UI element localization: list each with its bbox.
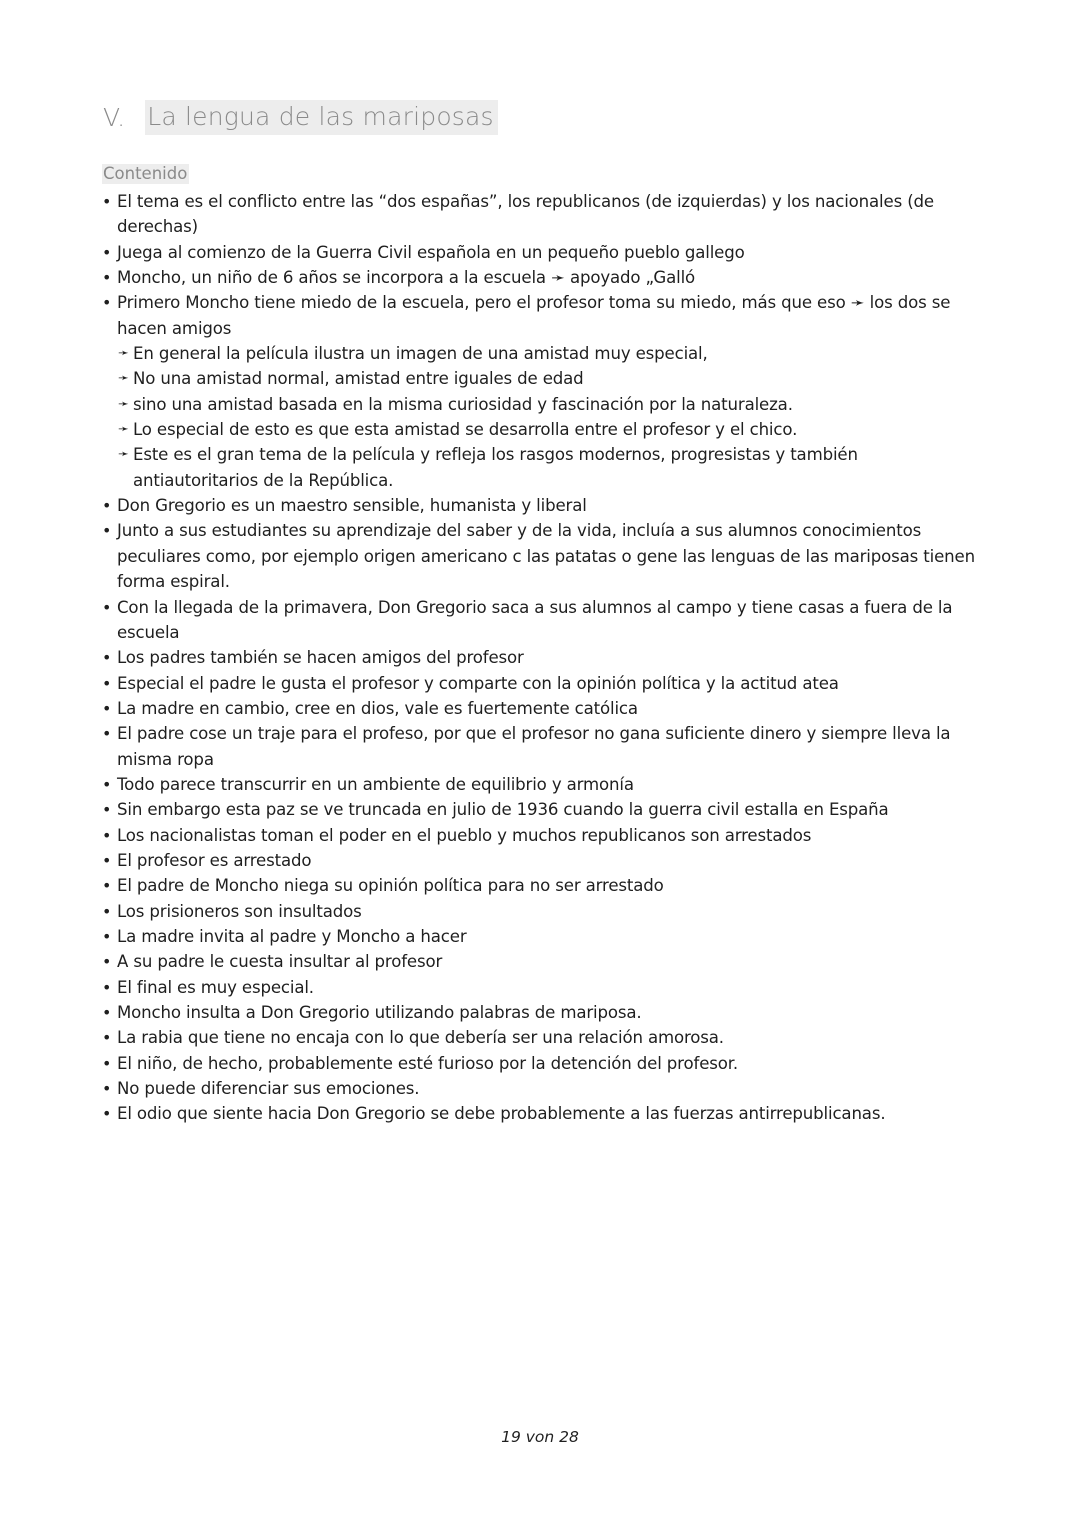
bullet-icon: • [102,977,112,997]
item-text: El odio que siente hacia Don Gregorio se debe probablemente a las fuerzas antirrepublicanas. [117,1104,886,1124]
bullet-item [102,696,982,721]
item-text: Don Gregorio es un maestro sensible, humanista y liberal [117,496,587,516]
bullet-icon: • [102,673,112,693]
item-text: El padre de Moncho niega su opinión política para no ser arrestado [117,876,664,896]
item-text: El profesor es arrestado [117,850,312,870]
item-text: Este es el gran tema de la película y refleja los rasgos modernos, progresistas y también antiautoritarios de la República. [133,445,858,490]
bullet-icon: • [102,597,112,617]
item-text: Junto a sus estudiantes su aprendizaje del saber y de la vida, incluía a sus alumnos conocimientos peculiares como, por ejemplo origen americano c las patatas o gene las lenguas de las mariposas tienen forma espiral. [117,521,975,592]
section-heading [103,100,498,135]
bullet-icon: • [102,825,112,845]
bullet-item [102,1025,982,1050]
bullet-icon: • [102,724,112,744]
item-text: Los prisioneros son insultados [117,901,362,921]
sub-item [102,392,982,417]
content-list [102,189,982,1127]
bullet-item [102,518,982,594]
bullet-icon: • [102,1053,112,1073]
item-text: sino una amistad basada en la misma curiosidad y fascinación por la naturaleza. [133,394,793,414]
bullet-icon: • [102,1104,112,1124]
page-number: 19 von 28 [501,1428,579,1446]
item-text: Los padres también se hacen amigos del profesor [117,648,524,668]
item-text: El padre cose un traje para el profeso, por que el profesor no gana suficiente dinero y siempre lleva la misma ropa [117,724,951,769]
bullet-icon: • [102,850,112,870]
bullet-item [102,189,982,240]
bullet-item [102,1076,982,1101]
item-text: No puede diferenciar sus emociones. [117,1079,420,1099]
item-text: Juega al comienzo de la Guerra Civil española en un pequeño pueblo gallego [117,242,745,262]
bullet-icon: • [102,876,112,896]
item-text: Lo especial de esto es que esta amistad se desarrolla entre el profesor y el chico. [133,420,798,440]
bullet-icon: • [102,1028,112,1048]
bullet-item [102,848,982,873]
bullet-item [102,595,982,646]
bullet-icon: • [102,901,112,921]
bullet-item [102,797,982,822]
sub-item [102,341,982,366]
bullet-icon: • [102,926,112,946]
bullet-item [102,240,982,265]
sub-item [102,417,982,442]
arrow-icon: ➛ [118,371,129,387]
sub-item [102,442,982,493]
bullet-item [102,949,982,974]
item-text: El final es muy especial. [117,977,314,997]
bullet-icon: • [102,293,112,313]
bullet-icon: • [102,242,112,262]
bullet-item [102,975,982,1000]
bullet-icon: • [102,268,112,288]
bullet-item [102,290,982,341]
subheading-contenido: Contenido [103,164,188,183]
bullet-item [102,493,982,518]
bullet-item [102,265,982,290]
bullet-item [102,1101,982,1126]
item-text: Con la llegada de la primavera, Don Gregorio saca a sus alumnos al campo y tiene casas a fuera de la escuela [117,597,953,642]
item-text: Moncho insulta a Don Gregorio utilizando palabras de mariposa. [117,1003,642,1022]
item-text: La madre invita al padre y Moncho a hacer [117,926,467,946]
item-text: A su padre le cuesta insultar al profesor [117,952,443,972]
item-text: Primero Moncho tiene miedo de la escuela, pero el profesor toma su miedo, más que eso ➛ los dos se hacen amigos [117,293,951,338]
bullet-icon: • [102,800,112,820]
bullet-item [102,671,982,696]
sub-item [102,366,982,391]
bullet-item [102,873,982,898]
bullet-icon: • [102,192,112,211]
item-text: Los nacionalistas toman el poder en el pueblo y muchos republicanos son arrestados [117,825,812,845]
section-number: V. [103,103,126,132]
bullet-icon: • [102,1003,112,1022]
bullet-item [102,645,982,670]
bullet-item [102,899,982,924]
arrow-icon: ➛ [118,396,129,412]
bullet-item [102,721,982,772]
bullet-item [102,1000,982,1025]
item-text: La madre en cambio, cree en dios, vale es fuertemente católica [117,698,638,718]
section-title: La lengua de las mariposas [145,100,498,135]
bullet-icon: • [102,952,112,972]
bullet-item [102,772,982,797]
item-text: El niño, de hecho, probablemente esté furioso por la detención del profesor. [117,1053,739,1073]
item-text: Moncho, un niño de 6 años se incorpora a la escuela ➛ apoyado „Galló [117,268,696,288]
item-text: Sin embargo esta paz se ve truncada en julio de 1936 cuando la guerra civil estalla en España [117,800,889,820]
item-text: El tema es el conflicto entre las “dos españas”, los republicanos (de izquierdas) y los nacionales (de derechas) [117,192,934,237]
item-text: La rabia que tiene no encaja con lo que debería ser una relación amorosa. [117,1028,724,1048]
item-text: Especial el padre le gusta el profesor y comparte con la opinión política y la actitud atea [117,673,839,693]
item-text: No una amistad normal, amistad entre iguales de edad [133,369,584,389]
arrow-icon: ➛ [118,422,129,438]
item-text: En general la película ilustra un imagen de una amistad muy especial, [133,344,708,364]
bullet-icon: • [102,648,112,668]
bullet-icon: • [102,521,112,541]
bullet-item [102,823,982,848]
bullet-icon: • [102,1079,112,1099]
bullet-icon: • [102,496,112,516]
item-text: Todo parece transcurrir en un ambiente de equilibrio y armonía [117,774,634,794]
bullet-item [102,1051,982,1076]
arrow-icon: ➛ [118,346,129,362]
arrow-icon: ➛ [118,447,129,463]
bullet-icon: • [102,774,112,794]
bullet-item [102,924,982,949]
bullet-icon: • [102,698,112,718]
